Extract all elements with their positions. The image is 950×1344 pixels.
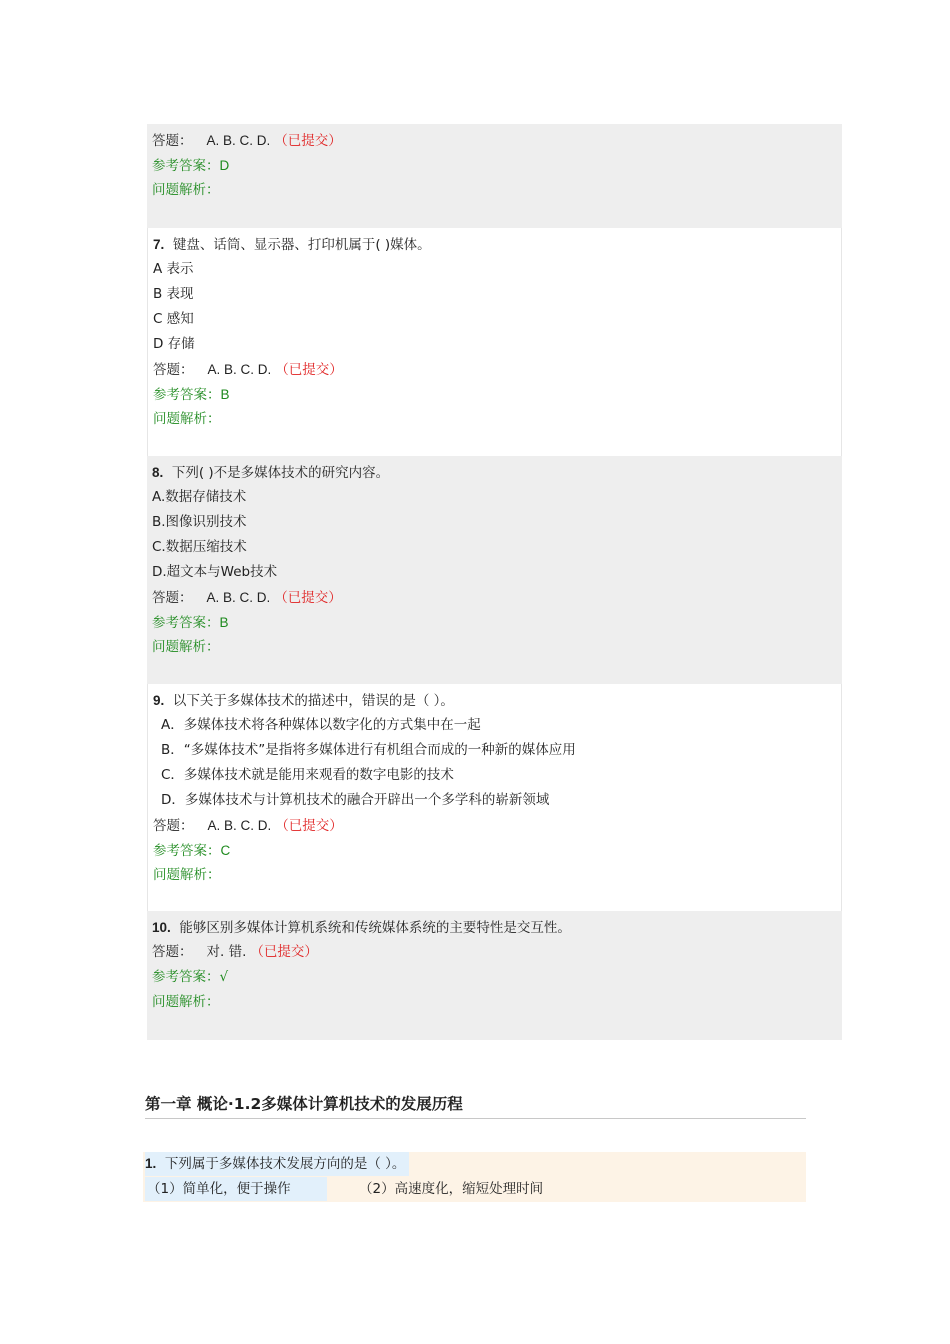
- answer-options[interactable]: 对. 错.: [206, 944, 247, 960]
- option-c: C．多媒体技术就是能用来观看的数字电影的技术: [161, 767, 454, 783]
- question-9: [147, 684, 842, 911]
- submitted-status: （已提交）: [274, 133, 342, 149]
- question-text: 键盘、话筒、显示器、打印机属于( )媒体。: [172, 237, 431, 253]
- option-a: A．多媒体技术将各种媒体以数字化的方式集中在一起: [161, 717, 481, 733]
- answer-options[interactable]: A. B. C. D.: [207, 818, 272, 833]
- answer-options[interactable]: A. B. C. D.: [206, 590, 271, 605]
- submitted-status: （已提交）: [275, 818, 343, 834]
- option-a: A.数据存储技术: [152, 489, 247, 505]
- question-10: [147, 911, 842, 1040]
- answer-row: [153, 357, 836, 382]
- reference-answer-label: 参考答案：: [152, 615, 220, 631]
- answer-label: 答题：: [152, 133, 193, 149]
- reference-answer-value: B: [219, 615, 229, 630]
- option-c: C.数据压缩技术: [152, 539, 247, 555]
- submitted-status: （已提交）: [275, 362, 343, 378]
- answer-row: [152, 128, 837, 153]
- question-stem: [153, 232, 836, 257]
- reference-answer-value: C: [220, 843, 231, 858]
- question-number: 8.: [152, 465, 164, 480]
- question-number: 10.: [152, 920, 171, 935]
- reference-answer-row: [153, 382, 836, 407]
- analysis-label: 问题解析：: [152, 182, 220, 198]
- option-b: B 表现: [153, 286, 194, 302]
- question-stem: [152, 460, 837, 485]
- option-c: C 感知: [153, 311, 194, 327]
- question-number: 9.: [153, 693, 165, 708]
- question-text: 下列属于多媒体技术发展方向的是（ ）。: [164, 1156, 406, 1172]
- submitted-status: （已提交）: [250, 944, 318, 960]
- reference-answer-label: 参考答案：: [152, 158, 220, 174]
- reference-answer-value: √: [219, 969, 229, 985]
- question-number: 7.: [153, 237, 165, 252]
- reference-answer-row: [153, 838, 836, 863]
- question-text: 下列( )不是多媒体技术的研究内容。: [171, 465, 390, 481]
- reference-answer-value: B: [220, 387, 230, 402]
- option-b: B．“多媒体技术”是指将多媒体进行有机组合而成的一种新的媒体应用: [161, 742, 576, 758]
- question-7: [147, 228, 842, 456]
- reference-answer-row: [152, 153, 837, 178]
- answer-label: 答题：: [152, 944, 193, 960]
- reference-answer-value: D: [219, 158, 230, 173]
- option-row: [145, 1177, 543, 1201]
- answer-label: 答题：: [152, 590, 193, 606]
- answer-row: [152, 585, 837, 610]
- section-question-1: [143, 1152, 806, 1202]
- analysis-label: 问题解析：: [153, 867, 221, 883]
- question-text: 以下关于多媒体技术的描述中，错误的是（ ）。: [172, 693, 454, 709]
- option-2: （2）高速度化，缩短处理时间: [359, 1181, 544, 1197]
- analysis-label: 问题解析：: [152, 639, 220, 655]
- answer-row: [153, 813, 836, 838]
- option-1: （1）简单化，便于操作: [145, 1177, 327, 1201]
- analysis-label: 问题解析：: [152, 994, 220, 1010]
- answer-label: 答题：: [153, 818, 194, 834]
- question-number: 1.: [145, 1156, 157, 1171]
- reference-answer-row: [152, 610, 837, 635]
- answer-row: [152, 940, 837, 965]
- question-stem: [145, 1152, 409, 1176]
- answer-options[interactable]: A. B. C. D.: [206, 133, 271, 148]
- question-6-tail: [147, 124, 842, 228]
- reference-answer-label: 参考答案：: [152, 969, 220, 985]
- option-d: D.超文本与Web技术: [152, 564, 278, 580]
- question-text: 能够区别多媒体计算机系统和传统媒体系统的主要特性是交互性。: [179, 920, 571, 936]
- submitted-status: （已提交）: [274, 590, 342, 606]
- option-a: A 表示: [153, 261, 194, 277]
- question-stem: [152, 915, 837, 940]
- answer-label: 答题：: [153, 362, 194, 378]
- option-b: B.图像识别技术: [152, 514, 247, 530]
- analysis-label: 问题解析：: [153, 411, 221, 427]
- section-title: 第一章 概论·1.2多媒体计算机技术的发展历程: [145, 1092, 806, 1119]
- question-list: [147, 124, 842, 1040]
- question-stem: [153, 688, 836, 713]
- reference-answer-row: [152, 965, 837, 990]
- answer-options[interactable]: A. B. C. D.: [207, 362, 272, 377]
- question-8: [147, 456, 842, 684]
- reference-answer-label: 参考答案：: [153, 843, 221, 859]
- reference-answer-label: 参考答案：: [153, 387, 221, 403]
- option-d: D 存储: [153, 336, 195, 352]
- option-d: D．多媒体技术与计算机技术的融合开辟出一个多学科的崭新领域: [161, 792, 550, 808]
